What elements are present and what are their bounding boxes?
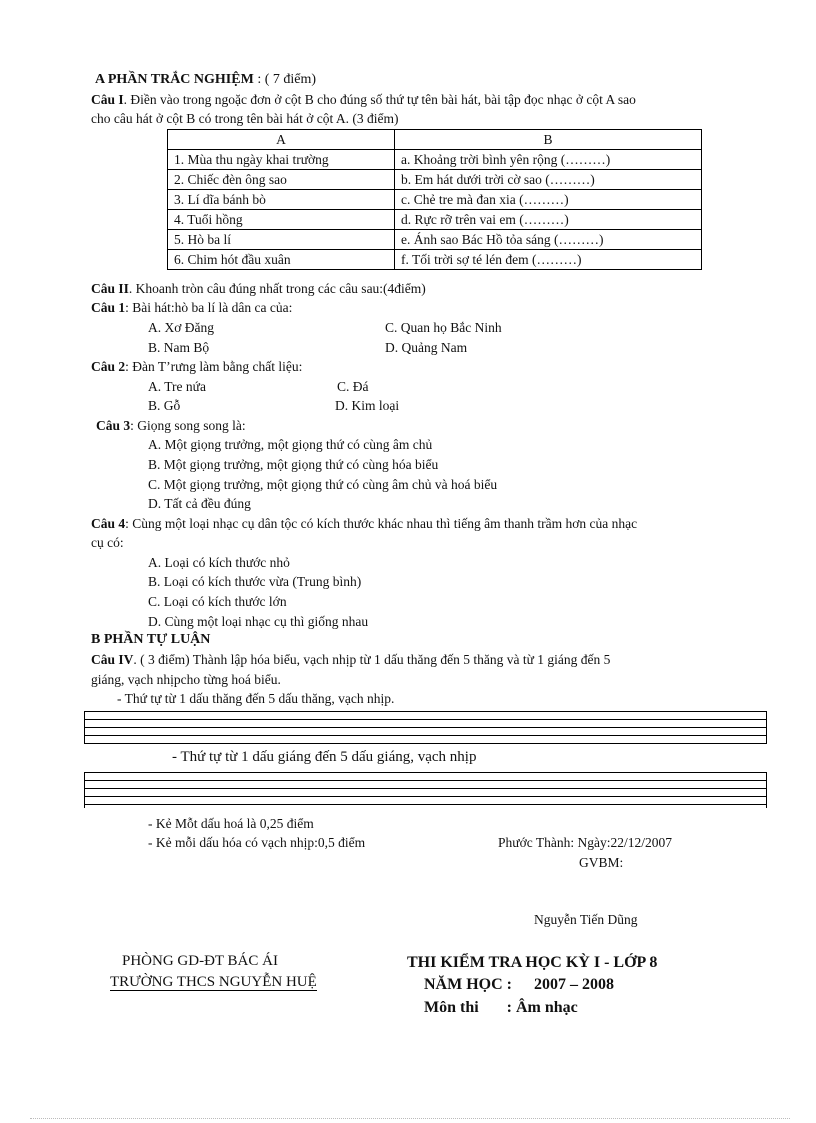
teacher-role: GVBM: [579, 855, 624, 870]
question-2 [91, 281, 426, 297]
table-cell-a: 5. Hò ba lí [168, 230, 395, 250]
sub-question-4-line2: cụ có: [91, 535, 124, 550]
table-cell-b: a. Khoảng trời bình yên rộng (………) [395, 150, 702, 170]
option-d: D. Quảng Nam [385, 340, 468, 355]
question-1-text1: . Điền vào trong ngoặc đơn ở cột B cho đúng số thứ tự tên bài hát, bài tập đọc nhạc ở cột A sao [123, 92, 636, 107]
subject-label: Môn thi [424, 999, 479, 1016]
scoring-note-1: - Kẻ Mỗt dấu hoá là 0,25 điểm [148, 816, 314, 831]
sub-question-3-text: : Giọng song song là: [130, 418, 246, 433]
school-name [110, 974, 317, 991]
sub-question-2-text: : Đàn T’rưng làm bằng chất liệu: [125, 359, 303, 374]
sub-question-4-text1: : Cùng một loại nhạc cụ dân tộc có kích thước khác nhau thì tiếng âm thanh trầm hơn của nhạc [125, 516, 638, 531]
table-row [168, 190, 702, 210]
table-row [168, 150, 702, 170]
question-1-line1 [91, 92, 636, 108]
part-a-heading [95, 72, 316, 88]
part-a-points: : ( 7 điểm) [257, 72, 317, 87]
sub-question-2-label: Câu 2 [91, 359, 126, 374]
page-divider [30, 1118, 790, 1119]
school-year [424, 976, 614, 994]
question-4-line1 [91, 652, 610, 668]
teacher-name: Nguyễn Tiến Dũng [534, 912, 638, 927]
sub-question-3 [96, 418, 246, 434]
option-a: A. Xơ Đăng [148, 320, 215, 335]
department-name: PHÒNG GD-ĐT BÁC ÁI [122, 953, 278, 969]
subject-value: : Âm nhạc [506, 999, 578, 1016]
option-c: C. Quan họ Bắc Ninh [385, 320, 502, 335]
option-b: B. Một giọng trưởng, một giọng thứ có cùng hóa biểu [148, 457, 439, 472]
option-c: C. Đá [337, 379, 369, 394]
music-staff-flats [84, 772, 767, 808]
table-row [168, 210, 702, 230]
option-c: C. Loại có kích thước lớn [148, 594, 287, 609]
school-name-text: TRƯỜNG THCS NGUYỄN HUỆ [110, 974, 317, 990]
option-d: D. Kim loại [335, 398, 400, 413]
table-cell-a: 6. Chim hót đầu xuân [168, 250, 395, 270]
scoring-note-2: - Kẻ mỗi dấu hóa có vạch nhịp:0,5 điểm [148, 835, 366, 850]
option-b: B. Nam Bộ [148, 340, 210, 355]
question-2-text: . Khoanh tròn câu đúng nhất trong các câu sau:(4điểm) [128, 281, 426, 296]
sub-question-3-label: Câu 3 [96, 418, 131, 433]
table-cell-a: 3. Lí dĩa bánh bò [168, 190, 395, 210]
table-row [168, 230, 702, 250]
school-year-label: NĂM HỌC : [424, 976, 512, 993]
question-4-line2: giáng, vạch nhịpcho từng hoá biểu. [91, 672, 281, 687]
table-cell-b: d. Rực rỡ trên vai em (………) [395, 210, 702, 230]
question-4-label: Câu IV [91, 652, 134, 667]
sub-question-1-label: Câu 1 [91, 300, 126, 315]
part-a-title: A PHẦN TRẮC NGHIỆM [95, 72, 254, 87]
exam-subject [424, 999, 578, 1017]
table-cell-a: 2. Chiếc đèn ông sao [168, 170, 395, 190]
option-a: A. Tre nứa [148, 379, 206, 394]
question-4-bullet1: - Thứ tự từ 1 dấu thăng đến 5 dấu thăng, vạch nhịp. [117, 691, 395, 706]
option-a: A. Loại có kích thước nhỏ [148, 555, 290, 570]
option-b: B. Gỗ [148, 398, 181, 413]
exam-title: THI KIỂM TRA HỌC KỲ I - LỚP 8 [407, 954, 658, 971]
part-b-title: B PHẦN TỰ LUẬN [91, 632, 211, 647]
option-a: A. Một giọng trưởng, một giọng thứ có cùng âm chủ [148, 437, 433, 452]
table-row [168, 250, 702, 270]
table-cell-b: e. Ánh sao Bác Hồ tỏa sáng (………) [395, 230, 702, 250]
table-cell-b: f. Tối trời sợ té lén đem (………) [395, 250, 702, 270]
table-cell-b: b. Em hát dưới trời cờ sao (………) [395, 170, 702, 190]
table-header-a: A [168, 130, 395, 150]
table-cell-a: 4. Tuổi hồng [168, 210, 395, 230]
question-1-line2: cho câu hát ở cột B có trong tên bài hát ở cột A. (3 điểm) [91, 111, 399, 126]
option-d: D. Cùng một loại nhạc cụ thì giống nhau [148, 614, 369, 629]
school-year-value: 2007 – 2008 [533, 976, 614, 993]
option-d: D. Tất cả đều đúng [148, 496, 251, 511]
question-2-label: Câu II [91, 281, 129, 296]
question-4-text1: . ( 3 điểm) Thành lập hóa biểu, vạch nhịp từ 1 dấu thăng đến 5 thăng và từ 1 giáng đến 5 [133, 652, 611, 667]
sub-question-4-label: Câu 4 [91, 516, 126, 531]
table-header-b: B [395, 130, 702, 150]
table-cell-b: c. Chẻ tre mà đan xia (………) [395, 190, 702, 210]
music-staff-sharps [84, 711, 767, 744]
sub-question-1-text: : Bài hát:hò ba lí là dân ca của: [125, 300, 293, 315]
option-b: B. Loại có kích thước vừa (Trung bình) [148, 574, 362, 589]
matching-table [167, 129, 702, 270]
table-header-row [168, 130, 702, 150]
question-4-bullet2: - Thứ tự từ 1 dấu giáng đến 5 dấu giáng, vạch nhịp [172, 749, 477, 765]
sub-question-1 [91, 300, 292, 316]
sub-question-2 [91, 359, 302, 375]
table-row [168, 170, 702, 190]
table-cell-a: 1. Mùa thu ngày khai trường [168, 150, 395, 170]
option-c: C. Một giọng trưởng, một giọng thứ có cùng âm chủ và hoá biểu [148, 477, 498, 492]
sub-question-4-line1 [91, 516, 637, 532]
question-1-label: Câu I [91, 92, 124, 107]
place-date: Phước Thành: Ngày:22/12/2007 [498, 835, 672, 850]
